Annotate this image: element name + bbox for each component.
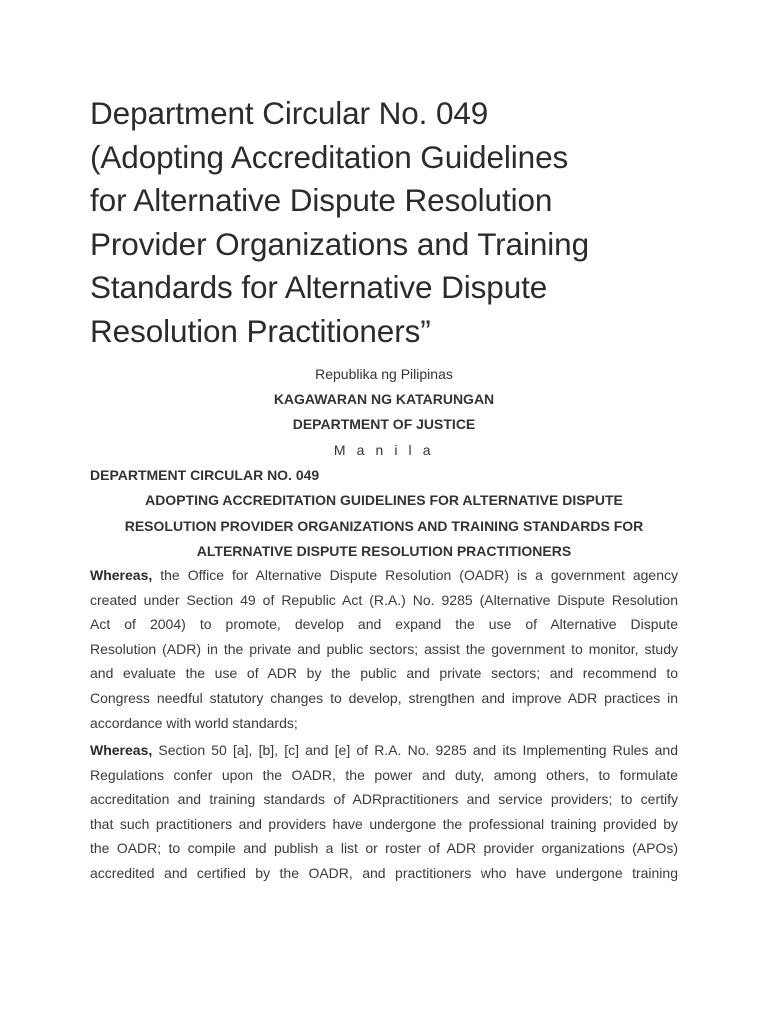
kagawaran-heading: KAGAWARAN NG KATARUNGAN: [273, 391, 495, 407]
paragraph-line: the OADR; to compile and publish a list or roster of ADR provider organizations (APOs): [90, 840, 678, 857]
paragraph-line: accreditation and training standards of ADRpractitioners and service providers; to certify: [90, 791, 678, 808]
whereas-lead: Whereas,: [90, 567, 153, 583]
subject-line: RESOLUTION PROVIDER ORGANIZATIONS AND TRAINING STANDARDS FOR: [124, 517, 644, 534]
title-line: (Adopting Accreditation Guidelines: [90, 138, 569, 175]
paragraph-line: that such practitioners and providers have undergone the professional training provided by: [90, 815, 678, 832]
paragraph-line: Act of 2004) to promote, develop and expand the use of Alternative Dispute: [90, 616, 678, 633]
republika-heading: Republika ng Pilipinas: [315, 366, 453, 382]
title-line: Provider Organizations and Training: [90, 225, 590, 262]
whereas-lead: Whereas,: [90, 742, 153, 758]
department-heading: DEPARTMENT OF JUSTICE: [292, 416, 476, 432]
paragraph-line: created under Section 49 of Republic Act (R.A.) No. 9285 (Alternative Dispute Resolution: [90, 591, 678, 608]
paragraph-line: Resolution (ADR) in the private and public sectors; assist the government to monitor, study: [90, 640, 678, 657]
circular-number: DEPARTMENT CIRCULAR NO. 049: [90, 467, 320, 483]
title-line: for Alternative Dispute Resolution: [90, 182, 553, 218]
paragraph-line: Whereas, Section 50 [a], [b], [c] and [e] of R.A. No. 9285 and its Implementing Rules and: [90, 742, 678, 758]
circular-subject: [90, 488, 678, 565]
paragraph-line: accordance with world standards;: [90, 714, 298, 731]
paragraph-line: Congress needful statutory changes to develop, strengthen and improve ADR practices in: [90, 689, 678, 706]
whereas-paragraph-1: [90, 563, 678, 735]
title-line: Department Circular No. 049: [90, 95, 489, 131]
subject-line: ALTERNATIVE DISPUTE RESOLUTION PRACTITIONERS: [196, 543, 572, 559]
paragraph-line: Regulations confer upon the OADR, the power and duty, among others, to formulate: [90, 766, 678, 783]
paragraph-line: Whereas, the Office for Alternative Dispute Resolution (OADR) is a government agency: [90, 567, 678, 583]
city-heading: M a n i l a: [333, 442, 435, 458]
whereas-paragraph-2: [90, 738, 678, 886]
title-line: Resolution Practitioners”: [90, 312, 431, 349]
subject-line: ADOPTING ACCREDITATION GUIDELINES FOR ALTERNATIVE DISPUTE: [145, 492, 623, 508]
paragraph-line: and evaluate the use of ADR by the public and private sectors; and recommend to: [90, 665, 678, 682]
paragraph-line: accredited and certified by the OADR, and practitioners who have undergone training: [90, 864, 678, 881]
document-page: [90, 0, 678, 1024]
title-line: Standards for Alternative Dispute: [90, 269, 548, 305]
document-title: [90, 92, 678, 353]
